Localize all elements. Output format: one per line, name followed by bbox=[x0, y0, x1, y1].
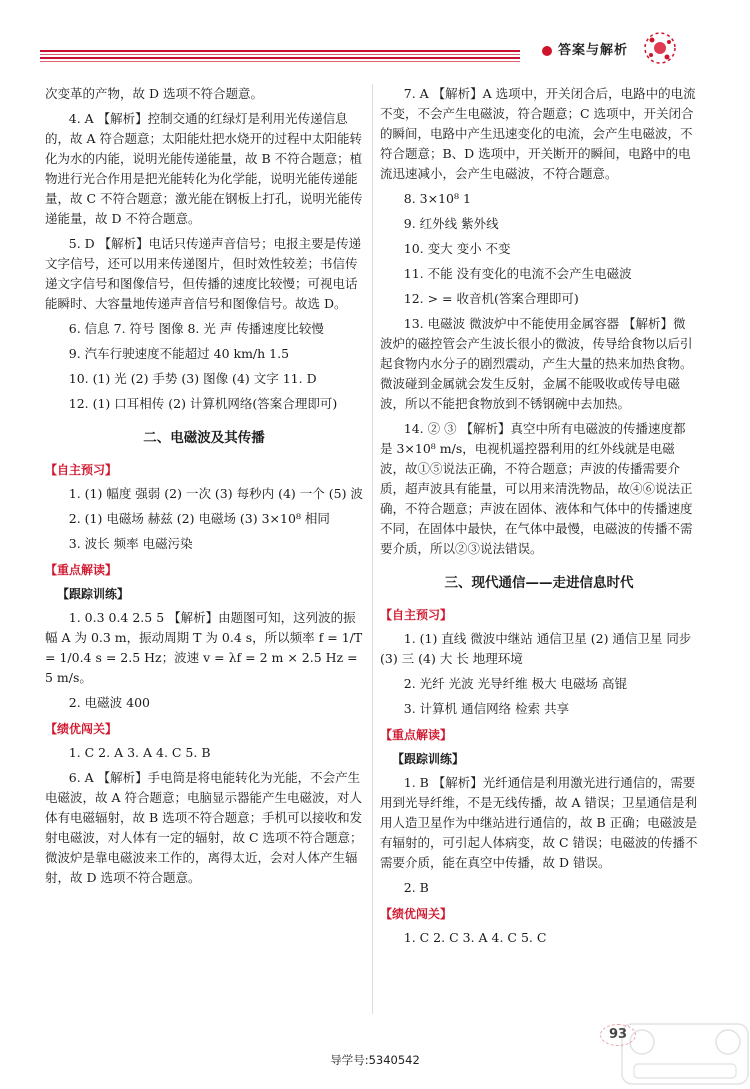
answer-item-5: 5. D 【解析】电话只传递声音信号；电报主要是传递文字信号，还可以用来传递图片，但时效性较差；书信传递文字信号和图像信号，但传播的速度比较慢；可视电话能瞬时、大容量地传递声音信号和图像信号。故选 D。 bbox=[45, 236, 362, 311]
excellence-item-6: 6. A 【解析】手电筒是将电能转化为光能，不会产生电磁波，故 A 符合题意；电脑显示器能产生电磁波，对人体有电磁辐射，故 B 选项不符合题意；手机可以接收和发射电磁波，对人体有一定的辐射，故 C 选项不符合题意；微波炉是靠电磁波来工作的，离得太近，会对人体产生辐射，故 D 选项不符合题意。 bbox=[45, 770, 363, 885]
excellence-items-1-5: 1. C 2. C 3. A 4. C 5. C bbox=[403, 930, 547, 945]
answer-item-12: 12. > = 收音机(答案合理即可) bbox=[403, 291, 579, 306]
sub-tracking-training: 【跟踪训练】 bbox=[392, 752, 465, 766]
tag-excellence: 【绩优闯关】 bbox=[380, 907, 453, 921]
answer-item-7: 7. A 【解析】A 选项中，开关闭合后，电路中的电流不变，不会产生电磁波，符合题意；C 选项中，开关闭合的瞬间，电路中产生迅速变化的电流，会产生电磁波，不符合题意；B、D 选项中，开关断开的瞬间，电路中的电流迅速减小，会产生电磁波，不符合题意。 bbox=[380, 86, 696, 181]
left-paragraph: 次变革的产物，故 D 选项不符合题意。 bbox=[45, 86, 263, 101]
header-title: 答案与解析 bbox=[558, 43, 629, 58]
tag-preview: 【自主预习】 bbox=[45, 463, 118, 477]
right-column bbox=[380, 84, 698, 953]
tag-key-points: 【重点解读】 bbox=[45, 563, 118, 577]
decorative-flower-logo-icon bbox=[640, 28, 680, 68]
answer-item-11: 11. 不能 没有变化的电流不会产生电磁波 bbox=[403, 266, 632, 281]
tracking-item-1: 1. B 【解析】光纤通信是利用激光进行通信的，需要用到光导纤维，不是无线传播，故 A 错误；卫星通信是利用人造卫星作为中继站进行通信的，故 B 正确；电磁波是有辐射的，可引起人体病变，故 C 错误；电磁波的传播不需要介质，能在真空中传播，故 D 错误。 bbox=[380, 775, 698, 870]
page-number: 93 bbox=[600, 1024, 636, 1046]
answer-item-9: 9. 红外线 紫外线 bbox=[403, 216, 499, 231]
page-header bbox=[0, 0, 750, 80]
answer-item-8: 8. 3×10⁸ 1 bbox=[403, 191, 471, 206]
header-red-dot-icon bbox=[542, 46, 552, 56]
excellence-items-1-5: 1. C 2. A 3. A 4. C 5. B bbox=[68, 745, 211, 760]
tag-preview: 【自主预习】 bbox=[380, 608, 453, 622]
header-rule-lines bbox=[40, 50, 520, 64]
answer-item-13: 13. 电磁波 微波炉中不能使用金属容器 【解析】微波炉的磁控管会产生波长很小的微波，传导给食物以后引起食物内水分子的剧烈震动，产生大量的热来加热食物。微波碰到金属就会发生反射，金属不能吸收或传导电磁波，所以不能把食物放到不锈钢碗中去加热。 bbox=[380, 316, 693, 411]
left-column bbox=[45, 84, 363, 893]
answer-item-12: 12. (1) 口耳相传 (2) 计算机网络(答案合理即可) bbox=[68, 396, 338, 411]
answer-item-14: 14. ② ③ 【解析】真空中所有电磁波的传播速度都是 3×10⁸ m/s，电视机遥控器利用的红外线就是电磁波，故①⑤说法正确，不符合题意；声波的传播需要介质，超声波具有能量，可以用来清洗物品，故④⑥说法正确，不符合题意；声波在固体、液体和气体中的传播速度不同，在固体中最快，在气体中最慢，电磁波的传播不需要介质，所以②③说法错误。 bbox=[380, 421, 693, 556]
preview-item-3: 3. 波长 频率 电磁污染 bbox=[68, 536, 193, 551]
section-3-title: 三、现代通信——走进信息时代 bbox=[444, 575, 634, 591]
tag-excellence: 【绩优闯关】 bbox=[45, 722, 118, 736]
tracking-item-2: 2. B bbox=[403, 880, 429, 895]
tracking-item-2: 2. 电磁波 400 bbox=[68, 695, 150, 710]
answer-item-9: 9. 汽车行驶速度不能超过 40 km/h 1.5 bbox=[68, 346, 290, 361]
answer-items-10-11: 10. (1) 光 (2) 手势 (3) 图像 (4) 文字 11. D bbox=[68, 371, 317, 386]
guide-number: 导学号:5340542 bbox=[330, 1053, 420, 1067]
tag-key-points: 【重点解读】 bbox=[380, 728, 453, 742]
answer-items-6-8: 6. 信息 7. 符号 图像 8. 光 声 传播速度比较慢 bbox=[68, 321, 324, 336]
sub-tracking-training: 【跟踪训练】 bbox=[57, 587, 130, 601]
preview-item-1: 1. (1) 幅度 强弱 (2) 一次 (3) 每秒内 (4) 一个 (5) 波 bbox=[68, 486, 363, 501]
section-2-title: 二、电磁波及其传播 bbox=[143, 430, 265, 446]
answer-item-4: 4. A 【解析】控制交通的红绿灯是利用光传递信息的，故 A 符合题意；太阳能灶把水烧开的过程中太阳能转化为水的内能，说明光能传递能量，故 B 不符合题意；植物进行光合作用是把光能转化为化学能，说明光能传递能量，故 C 不符合题意；激光能在钢板上打孔，说明光能传递能量，故 D 不符合题意。 bbox=[45, 111, 363, 226]
column-divider bbox=[372, 84, 373, 1014]
tracking-item-1: 1. 0.3 0.4 2.5 5 【解析】由题图可知，这列波的振幅 A 为 0.3 m，振动周期 T 为 0.4 s，所以频率 f = 1/T = 1/0.4 s = 2.5 Hz；波速 v = λf = 2 m × 2.5 Hz = 5 m/s。 bbox=[45, 610, 363, 685]
watermark-logo-icon bbox=[620, 1020, 750, 1089]
preview-item-2: 2. (1) 电磁场 赫兹 (2) 电磁场 (3) 3×10⁸ 相同 bbox=[68, 511, 330, 526]
preview-item-1: 1. (1) 直线 微波中继站 通信卫星 (2) 通信卫星 同步 (3) 三 (4) 大 长 地理环境 bbox=[380, 631, 692, 666]
answer-item-10: 10. 变大 变小 不变 bbox=[403, 241, 511, 256]
preview-item-3: 3. 计算机 通信网络 检索 共享 bbox=[403, 701, 570, 716]
preview-item-2: 2. 光纤 光波 光导纤维 极大 电磁场 高锟 bbox=[403, 676, 628, 691]
